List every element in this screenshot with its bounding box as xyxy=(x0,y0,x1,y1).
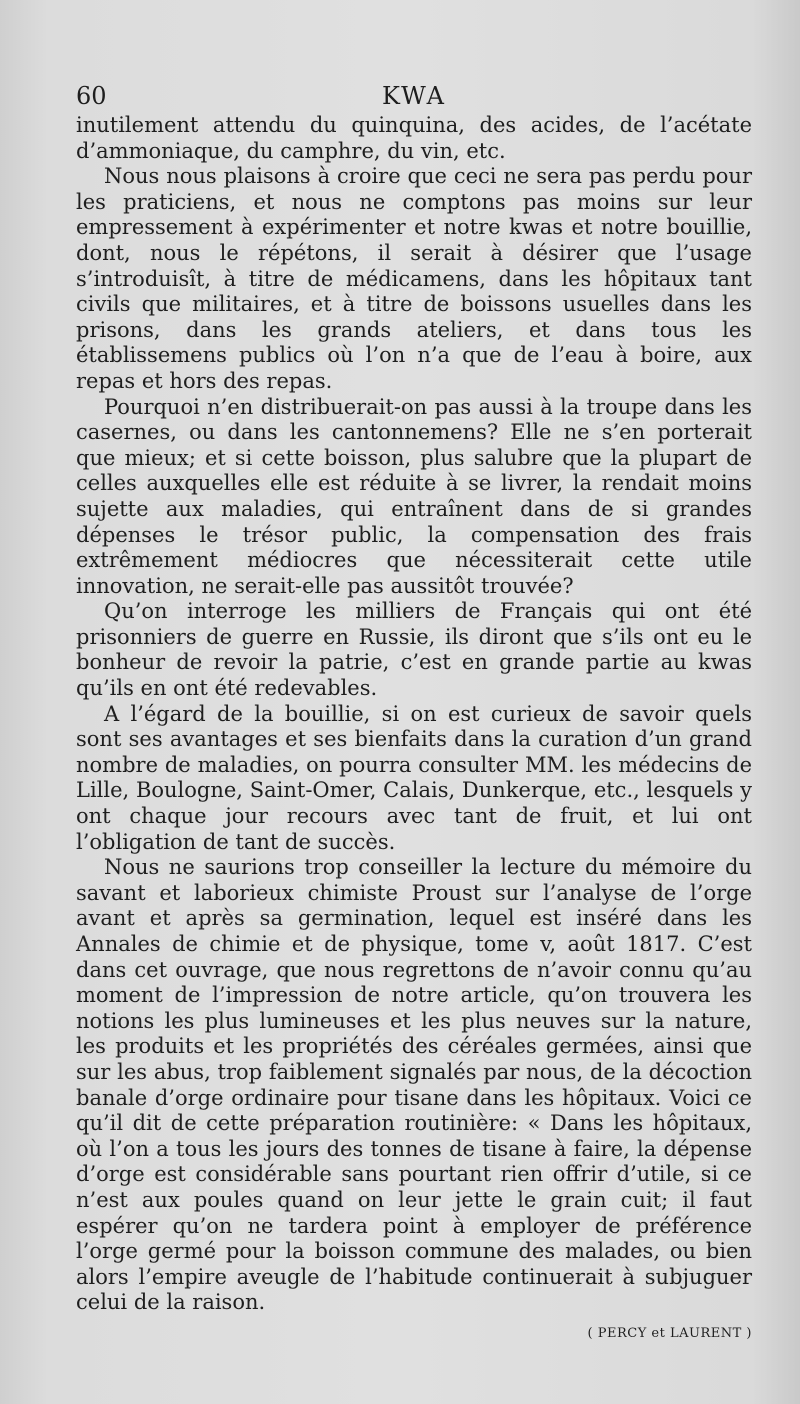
paragraph: Qu’on interroge les milliers de Français qui ont été prisonniers de guerre en Russie, ils diront que s’ils ont eu le bonheur de revoir la patrie, c’est en grande partie au kwas qu’ils en ont été redevables. xyxy=(76,599,752,701)
paragraph: Nous ne saurions trop conseiller la lecture du mémoire du savant et laborieux chimiste Proust sur l’analyse de l’orge avant et après sa germination, lequel est inséré dans les Annales de chimie et de physique, tome v, août 1817. C’est dans cet ouvrage, que nous regrettons de n’avoir connu qu’au moment de l’impression de notre article, qu’on trouvera les notions les plus lumineuses et les plus neuves sur la nature, les produits et les propriétés des céréales germées, ainsi que sur les abus, trop faiblement signalés par nous, de la décoction banale d’orge ordinaire pour tisane dans les hôpitaux. Voici ce qu’il dit de cette préparation routinière: « Dans les hôpitaux, où l’on a tous les jours des tonnes de tisane à faire, la dépense d’orge est considérable sans pourtant rien offrir d’utile, si ce n’est aux poules quand on leur jette le grain cuit; il faut espérer qu’on ne tardera point à employer de préférence l’orge germé pour la boisson commune des malades, ou bien alors l’empire aveugle de l’habitude continuerait à subjuguer celui de la raison. xyxy=(76,855,752,1315)
paragraph: A l’égard de la bouillie, si on est curieux de savoir quels sont ses avantages et ses bienfaits dans la curation d’un grand nombre de maladies, on pourra consulter MM. les médecins de Lille, Boulogne, Saint-Omer, Calais, Dunkerque, etc., lesquels y ont chaque jour recours avec tant de fruit, et lui ont l’obligation de tant de succès. xyxy=(76,701,752,854)
paragraph: Pourquoi n’en distribuerait-on pas aussi à la troupe dans les casernes, ou dans les cantonnemens? Elle ne s’en porterait que mieux; et si cette boisson, plus salubre que la plupart de celles auxquelles elle est réduite à se livrer, la rendait moins sujette aux maladies, qui entraînent dans de si grandes dépenses le trésor public, la compensation des frais extrêmement médiocres que nécessiterait cette utile innovation, ne serait-elle pas aussitôt trouvée? xyxy=(76,394,752,598)
body-text xyxy=(76,113,752,1347)
signature: ( PERCY et LAURENT ) xyxy=(587,1325,752,1341)
paragraph: inutilement attendu du quinquina, des acides, de l’acétate d’ammoniaque, du camphre, du vin, etc. xyxy=(76,113,752,163)
page-header xyxy=(76,78,752,114)
page-number: 60 xyxy=(76,82,107,110)
signature-line xyxy=(76,1316,752,1347)
running-head: KWA xyxy=(382,82,446,110)
paragraph: Nous nous plaisons à croire que ceci ne sera pas perdu pour les praticiens, et nous ne comptons pas moins sur leur empressement à expérimenter et notre kwas et notre bouillie, dont, nous le répétons, il serait à désirer que l’usage s’introduisît, à titre de médicamens, dans les hôpitaux tant civils que militaires, et à titre de boissons usuelles dans les prisons, dans les grands ateliers, et dans tous les établissemens publics où l’on n’a que de l’eau à boire, aux repas et hors des repas. xyxy=(76,164,752,393)
